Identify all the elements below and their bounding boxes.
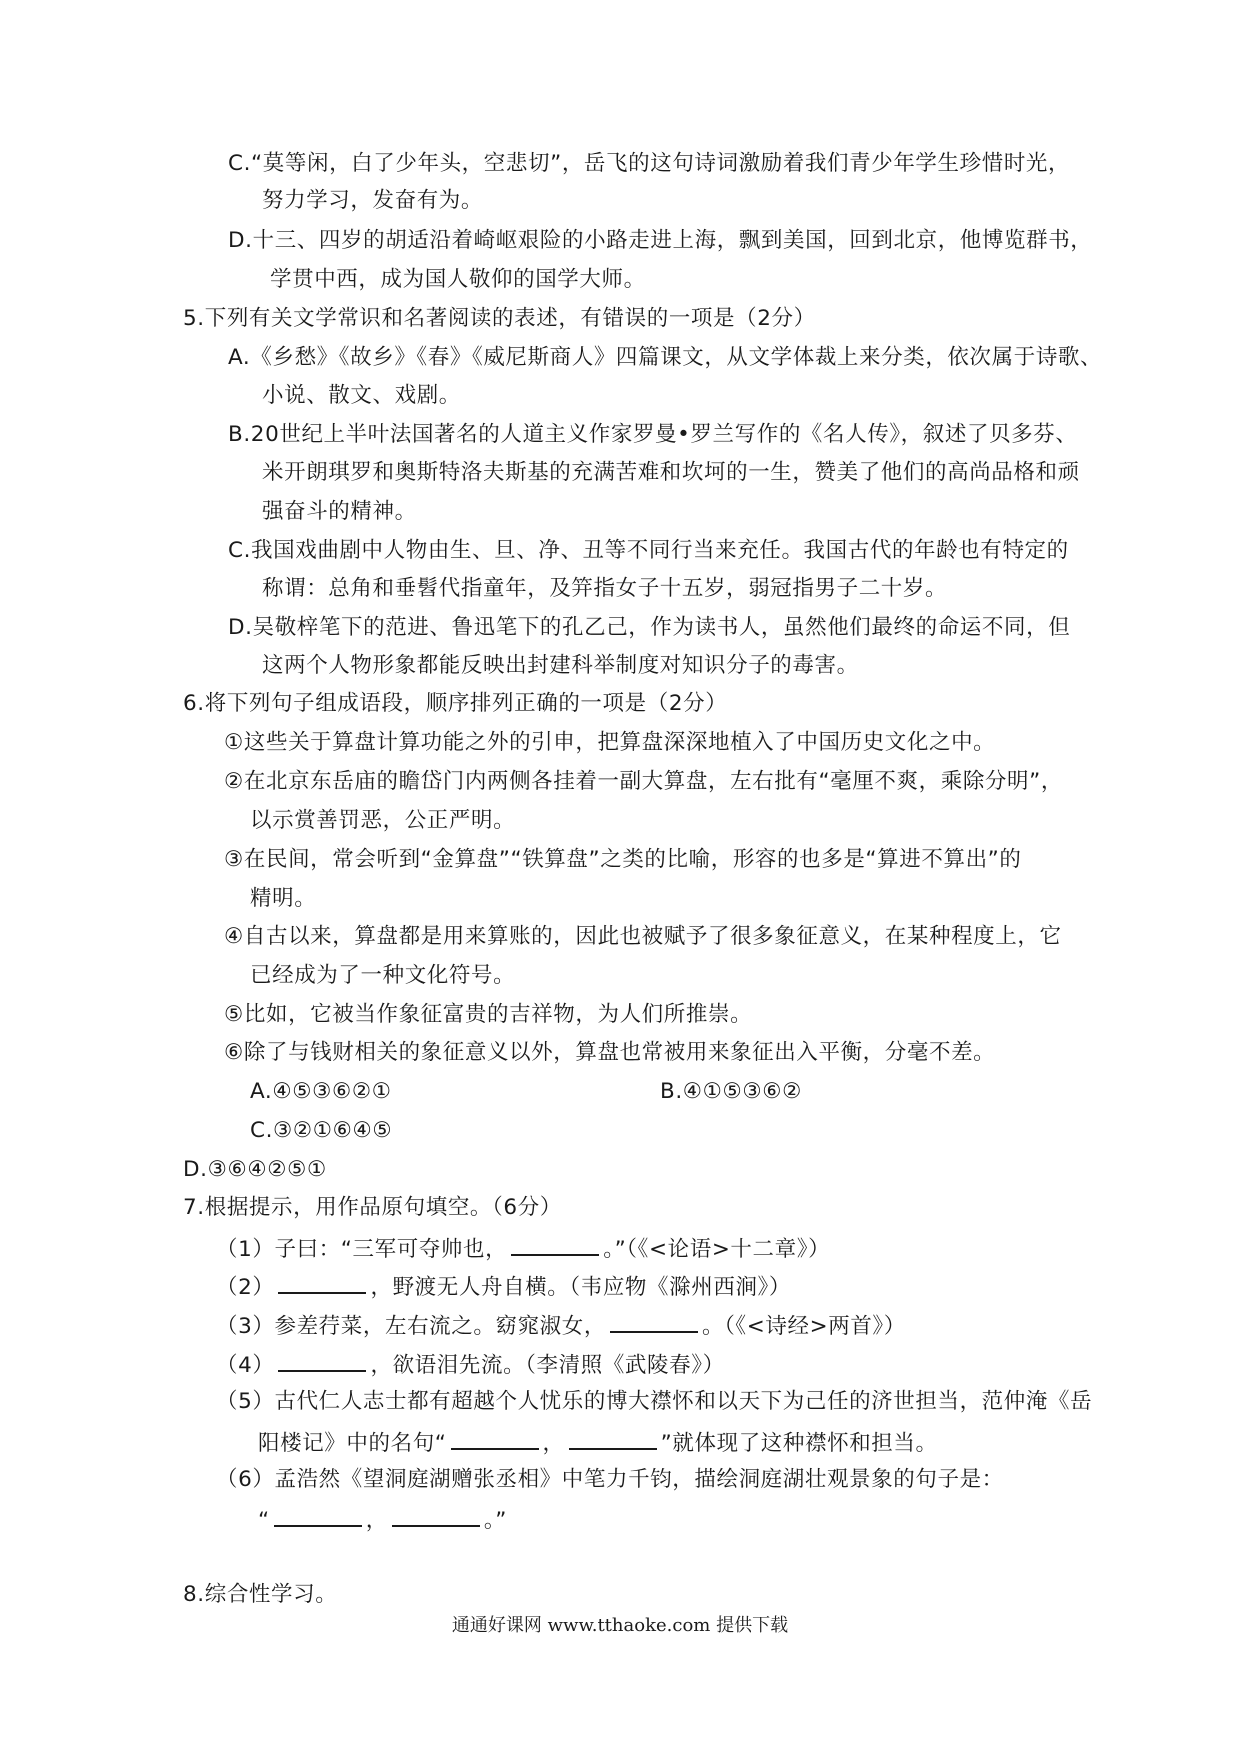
q7-item-5-blank-1[interactable] <box>451 1426 539 1450</box>
q7-item-5-blank-2[interactable] <box>569 1426 657 1450</box>
q7-item-3-blank[interactable] <box>610 1309 698 1333</box>
q4-option-c-line2: 努力学习，发奋有为。 <box>262 188 484 213</box>
q5-option-c-line1: C.我国戏曲剧中人物由生、旦、净、丑等不同行当来充任。我国古代的年龄也有特定的 <box>228 538 1069 563</box>
q6-option-d: D.③⑥④②⑤① <box>183 1157 327 1182</box>
q5-option-a-line1: A.《乡愁》《故乡》《春》《威尼斯商人》四篇课文，从文学体裁上来分类，依次属于诗歌、 <box>228 345 1103 370</box>
q5-option-b-line2: 米开朗琪罗和奥斯特洛夫斯基的充满苦难和坎坷的一生，赞美了他们的高尚品格和顽 <box>262 460 1080 485</box>
q6-stem: 6.将下列句子组成语段，顺序排列正确的一项是（2分） <box>183 691 728 716</box>
q5-option-d-line2: 这两个人物形象都能反映出封建科举制度对知识分子的毒害。 <box>262 653 859 678</box>
q7-item-1-blank[interactable] <box>511 1232 599 1256</box>
q7-item-5-text-mid: ， <box>542 1431 565 1456</box>
q7-item-6-blank-1[interactable] <box>274 1503 362 1527</box>
q7-item-1 <box>216 1232 830 1265</box>
q7-item-1-text-before: （1）子曰：“三军可夺帅也， <box>216 1237 508 1262</box>
q6-option-a: A.④⑤③⑥②① <box>250 1079 392 1104</box>
q7-item-3-text-before: （3）参差荇菜，左右流之。窈窕淑女， <box>216 1314 606 1339</box>
q7-item-4 <box>216 1348 725 1381</box>
q5-option-c-line2: 称谓：总角和垂髫代指童年，及笄指女子十五岁，弱冠指男子二十岁。 <box>262 576 948 601</box>
q6-sentence-1: ①这些关于算盘计算功能之外的引申，把算盘深深地植入了中国历史文化之中。 <box>224 730 996 755</box>
q7-item-5-text-after: ”就体现了这种襟怀和担当。 <box>660 1431 938 1456</box>
q7-item-1-text-after: 。”（《<论语>十二章》） <box>603 1237 831 1262</box>
q7-item-6-text-mid: ， <box>365 1508 388 1533</box>
q6-sentence-3-line1: ③在民间，常会听到“金算盘”“铁算盘”之类的比喻，形容的也多是“算进不算出”的 <box>224 847 1022 872</box>
q6-sentence-2-line1: ②在北京东岳庙的瞻岱门内两侧各挂着一副大算盘，左右批有“毫厘不爽，乘除分明”， <box>224 769 1063 794</box>
q4-option-c-line1: C.“莫等闲，白了少年头，空悲切”，岳飞的这句诗词激励着我们青少年学生珍惜时光， <box>228 151 1071 176</box>
q7-item-5-line1: （5）古代仁人志士都有超越个人忧乐的博大襟怀和以天下为己任的济世担当，范仲淹《岳 <box>216 1389 1093 1414</box>
q7-item-6-line2 <box>258 1503 507 1536</box>
q7-item-2-blank[interactable] <box>278 1270 366 1294</box>
q5-stem: 5.下列有关文学常识和名著阅读的表述，有错误的一项是（2分） <box>183 306 816 331</box>
q6-option-b: B.④①⑤③⑥② <box>660 1079 803 1104</box>
page-footer: 通通好课网 www.tthaoke.com 提供下载 <box>451 1615 789 1636</box>
q5-option-d-line1: D.吴敬梓笔下的范进、鲁迅笔下的孔乙己，作为读书人，虽然他们最终的命运不同，但 <box>228 615 1071 640</box>
q7-item-3-text-after: 。（《<诗经>两首》） <box>701 1314 906 1339</box>
q6-sentence-2-line2: 以示赏善罚恶，公正严明。 <box>250 808 516 833</box>
q6-sentence-4-line1: ④自古以来，算盘都是用来算账的，因此也被赋予了很多象征意义，在某种程度上，它 <box>224 924 1062 949</box>
q7-item-6-text-before: “ <box>258 1508 270 1533</box>
q6-sentence-3-line2: 精明。 <box>250 886 317 911</box>
q7-stem: 7.根据提示，用作品原句填空。（6分） <box>183 1195 562 1220</box>
q7-item-6-text-after: 。” <box>483 1508 507 1533</box>
q7-item-2-text-after: ，野渡无人舟自横。（韦应物《滁州西涧》） <box>370 1275 791 1300</box>
q7-item-6-line1: （6）孟浩然《望洞庭湖赠张丞相》中笔力千钧，描绘洞庭湖壮观景象的句子是： <box>216 1467 1004 1492</box>
q6-sentence-6: ⑥除了与钱财相关的象征意义以外，算盘也常被用来象征出入平衡，分毫不差。 <box>224 1040 996 1065</box>
q6-option-c: C.③②①⑥④⑤ <box>250 1118 393 1143</box>
q4-option-d-line2: 学贯中西，成为国人敬仰的国学大师。 <box>270 267 646 292</box>
q4-option-d-line1: D.十三、四岁的胡适沿着崎岖艰险的小路走进上海，飘到美国，回到北京，他博览群书， <box>228 228 1093 253</box>
q7-item-5-line2 <box>258 1426 938 1459</box>
q5-option-a-line2: 小说、散文、戏剧。 <box>262 383 461 408</box>
q6-sentence-4-line2: 已经成为了一种文化符号。 <box>250 963 516 988</box>
q5-option-b-line1: B.20世纪上半叶法国著名的人道主义作家罗曼•罗兰写作的《名人传》，叙述了贝多芬、 <box>228 422 1078 447</box>
q8-stem: 8.综合性学习。 <box>183 1582 338 1607</box>
q7-item-4-text-before: （4） <box>216 1353 275 1378</box>
q7-item-6-blank-2[interactable] <box>392 1503 480 1527</box>
q7-item-4-text-after: ，欲语泪先流。（李清照《武陵春》） <box>370 1353 725 1378</box>
q7-item-4-blank[interactable] <box>278 1348 366 1372</box>
q7-item-5-text-before: 阳楼记》中的名句“ <box>258 1431 447 1456</box>
q7-item-2 <box>216 1270 791 1303</box>
q5-option-b-line3: 强奋斗的精神。 <box>262 499 417 524</box>
q7-item-2-text-before: （2） <box>216 1275 275 1300</box>
q6-sentence-5: ⑤比如，它被当作象征富贵的吉祥物，为人们所推崇。 <box>224 1002 753 1027</box>
q7-item-3 <box>216 1309 906 1342</box>
